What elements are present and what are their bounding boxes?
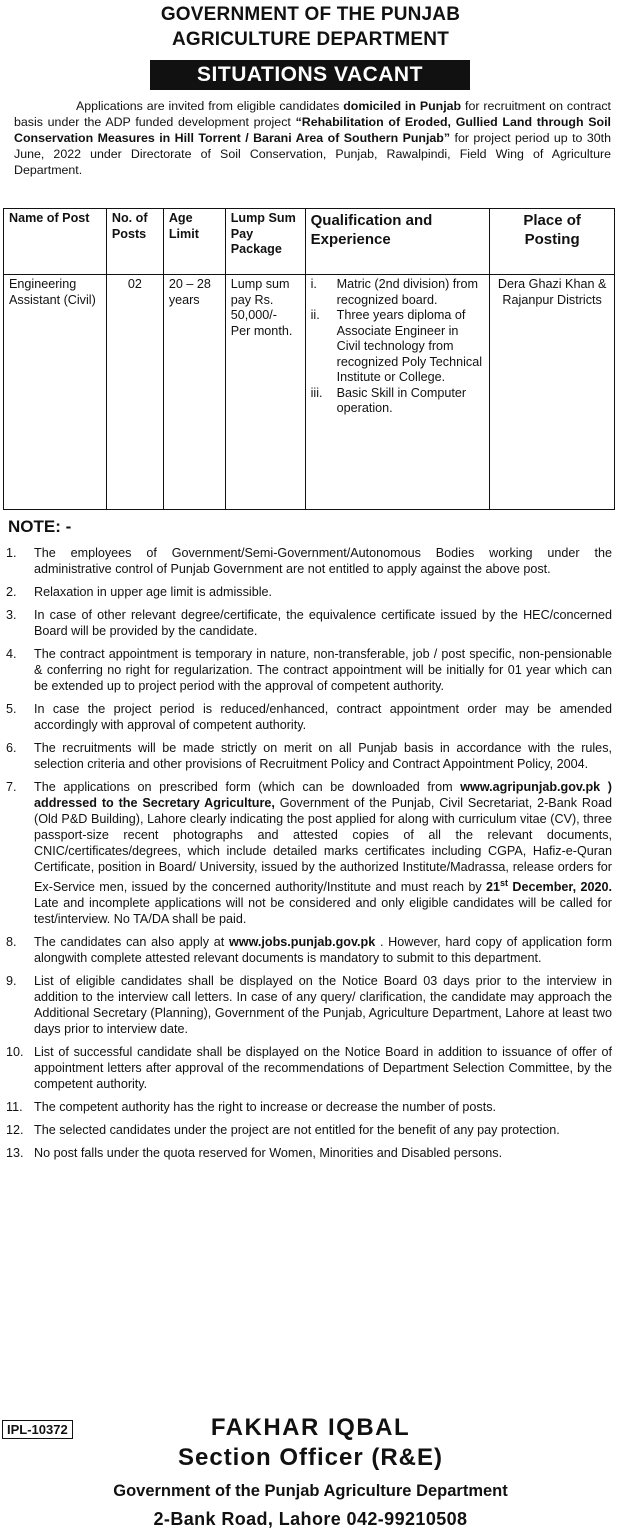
list-item: 9. List of eligible candidates shall be displayed on the Notice Board 03 days prior to the interview in addition to the interview call letters. In case of any query/ clarification, the candidate may approach the Additional Secretary (Planning), Government of the Punjab, Agriculture Department, Lahore at least two days prior to interview date. <box>6 974 612 1037</box>
list-item: 8. The candidates can also apply at www.jobs.punjab.gov.pk . However, hard copy of application form alongwith complete attested relevant documents is mandatory to submit to this department. <box>6 935 612 966</box>
cell-post-count: 02 <box>106 275 163 510</box>
intro-text-3: for project period up to 30th June, 2022 under Directorate of Soil Conservation, Punjab, Rawalpindi, Field Wing of Agriculture Department. <box>14 131 611 177</box>
cell-post-name: Engineering Assistant (Civil) <box>4 275 107 510</box>
note-8-text-a: The candidates can also apply at <box>34 935 229 950</box>
list-item: 3. In case of other relevant degree/certificate, the equivalence certificate issued by the HEC/concerned Board will be provided by the candidate. <box>6 608 612 638</box>
col-header-place-of-posting: Place of Posting <box>490 209 615 275</box>
signatory-department: Government of the Punjab Agriculture Department <box>113 1482 508 1500</box>
list-item: 11. The competent authority has the right to increase or decrease the number of posts. <box>6 1099 612 1115</box>
note-text: List of eligible candidates shall be displayed on the Notice Board 03 days prior to the interview in addition to the interview call letters. In case of any query/ clarification, the candidate may approach the Additional Secretary (Planning), Government of the Punjab, Agriculture Department, Lahore at least two days prior to interview date. <box>34 974 612 1037</box>
posts-table <box>3 208 615 510</box>
agripunjab-link[interactable]: www.agripunjab.gov.pk <box>460 780 601 794</box>
note-7-addressee: ) addressed to the Secretary Agriculture, <box>34 780 613 810</box>
qualification-number: iii. <box>310 385 323 400</box>
qualification-text: Matric (2nd division) from recognized board. <box>336 277 478 307</box>
jobs-punjab-link[interactable]: www.jobs.punjab.gov.pk <box>228 935 376 950</box>
signatory-name: FAKHAR IQBAL <box>210 1414 411 1441</box>
qualification-number: ii. <box>310 308 320 322</box>
qualification-number: i. <box>310 277 317 291</box>
note-text: In case of other relevant degree/certificate, the equivalence certificate issued by the HEC/concerned Board will be provided by the candidate. <box>34 608 612 638</box>
list-item: 1. The employees of Government/Semi-Government/Autonomous Bodies working under the administrative control of Punjab Government are not entitled to apply against the above post. <box>6 546 612 576</box>
cell-age-limit: 20 – 28 years <box>163 275 225 510</box>
note-text: No post falls under the quota reserved for Women, Minorities and Disabled persons. <box>34 1146 503 1161</box>
note-7-text-c: Government of the Punjab, Civil Secretariat, 2-Bank Road (Old P&D Building), Lahore clearly indicating the post applied for along with curriculum vitae (CV), three passport-size recent photographs and attested copies of all the relevant documents, CNIC/certificates/degrees, which include detailed marks certificates including CGPA, Hafiz-e-Quran Certificate, position in Board/ University, issued by the authorized Institute/Madrassa, release orders for Ex-Service men, issued by the concerned authority/Institute and must reach by <box>34 796 612 895</box>
list-item: 13. No post falls under the quota reserved for Women, Minorities and Disabled persons. <box>6 1145 612 1161</box>
note-7-text-d: Late and incomplete applications will not be considered and only eligible candidates will be called for test/interview. No TA/DA shall be paid. <box>34 896 612 927</box>
note-text <box>34 934 612 966</box>
signatory-title: Section Officer (R&E) <box>177 1444 444 1471</box>
qualification-text: Basic Skill in Computer operation. <box>336 385 467 415</box>
cell-pay-package: Lump sum pay Rs. 50,000/- Per month. <box>225 275 305 510</box>
qualification-list <box>311 277 485 417</box>
qualification-item <box>311 277 485 308</box>
list-item: 10. List of successful candidate shall be displayed on the Notice Board in addition to issuance of offer of appointment letters after approval of the recommendations of Department Selection Committee, by the competent authority. <box>6 1045 612 1092</box>
list-item: 2. Relaxation in upper age limit is admissible. <box>6 584 612 600</box>
note-text: Relaxation in upper age limit is admissible. <box>34 585 272 599</box>
intro-text-1: Applications are invited from eligible candidates <box>76 99 344 113</box>
note-title: NOTE: - <box>8 517 72 536</box>
header-department: AGRICULTURE DEPARTMENT <box>171 29 450 50</box>
list-item: 7. The applications on prescribed form (which can be downloaded from www.agripunjab.gov.pk ) addressed to the Secretary Agriculture, Government of the Punjab, Civil Secretariat, 2-Bank Road (Old P&D Building), Lahore clearly indicating the post applied for along with curriculum vitae (CV), three passport-size recent photographs and attested copies of all the relevant documents, CNIC/certificates/degrees, which include detailed marks certificates including CGPA, Hafiz-e-Quran Certificate, position in Board/ University, issued by the authorized Institute/Madrassa, release orders for Ex-Service men, issued by the concerned authority/Institute and must reach by 21st December, 2020. Late and incomplete applications will not be considered and only eligible candidates will be called for test/interview. No TA/DA shall be paid. <box>6 780 613 927</box>
note-text: List of successful candidate shall be displayed on the Notice Board in addition to issuance of offer of appointment letters after approval of the recommendations of Department Selection Committee, by the competent authority. <box>34 1045 612 1092</box>
note-text <box>34 779 612 927</box>
ipl-reference: IPL-10372 <box>2 1420 73 1439</box>
col-header-age-limit: Age Limit <box>163 209 225 275</box>
note-8-text-b: . However, hard copy of application form alongwith complete attested relevant documents is mandatory to submit to this department. <box>34 935 612 966</box>
col-header-no-of-posts: No. of Posts <box>106 209 163 275</box>
note-text: The contract appointment is temporary in nature, non-transferable, job / post specific, non-pensionable & conferring no right for regularization. The contract appointment will be initially for 01 year which can be extended up to project period with the approval of competent authority. <box>34 647 612 693</box>
list-item: 5. In case the project period is reduced/enhanced, contract appointment order may be amended accordingly with approval of competent authority. <box>6 702 612 732</box>
intro-domicile: domiciled in Punjab <box>343 99 462 113</box>
list-item: 6. The recruitments will be made strictly on merit on all Punjab basis in accordance with the rules, selection criteria and other provisions of Recruitment Policy and Contract Appointment Policy, 2004. <box>6 741 612 771</box>
qualification-item <box>311 308 485 386</box>
intro-text-2: for recruitment on contract basis under the ADP funded development project <box>14 99 611 129</box>
header-government: GOVERNMENT OF THE PUNJAB <box>160 4 461 25</box>
intro-project-name: “Rehabilitation of Eroded, Gullied Land through Soil Conservation Measures in Hill Torrent / Barani Area of Southern Punjab” <box>14 115 611 145</box>
situations-vacant-banner: SITUATIONS VACANT <box>150 60 470 90</box>
table-header-row <box>4 209 615 275</box>
table-row <box>4 275 615 510</box>
qualification-text: Three years diploma of Associate Engineer in Civil technology from recognized Poly Technical Institute or College. <box>336 308 483 384</box>
note-text: The recruitments will be made strictly on merit on all Punjab basis in accordance with the rules, selection criteria and other provisions of Recruitment Policy and Contract Appointment Policy, 2004. <box>34 741 612 771</box>
col-header-name-of-post: Name of Post <box>4 209 107 275</box>
intro-paragraph <box>14 98 611 178</box>
note-text: The employees of Government/Semi-Government/Autonomous Bodies working under the administrative control of Punjab Government are not entitled to apply against the above post. <box>34 546 612 576</box>
deadline-date: 21st December, 2020. <box>486 878 612 895</box>
note-text: In case the project period is reduced/enhanced, contract appointment order may be amended accordingly with approval of competent authority. <box>34 702 612 732</box>
list-item: 4. The contract appointment is temporary in nature, non-transferable, job / post specific, non-pensionable & conferring no right for regularization. The contract appointment will be initially for 01 year which can be extended up to project period with the approval of competent authority. <box>6 647 612 693</box>
list-item: 12. The selected candidates under the project are not entitled for the benefit of any pay protection. <box>6 1122 612 1138</box>
signatory-address: 2-Bank Road, Lahore 042-99210508 <box>153 1509 468 1529</box>
note-7-text-a: The applications on prescribed form (which can be downloaded from <box>34 780 461 794</box>
qualification-item <box>311 386 485 417</box>
col-header-pay-package: Lump Sum Pay Package <box>225 209 305 275</box>
note-text: The selected candidates under the project are not entitled for the benefit of any pay protection. <box>34 1123 560 1138</box>
cell-qualification <box>305 275 490 510</box>
notes-list <box>6 545 612 1168</box>
col-header-qualification: Qualification and Experience <box>305 209 490 275</box>
cell-place-of-posting: Dera Ghazi Khan & Rajanpur Districts <box>490 275 615 510</box>
note-text: The competent authority has the right to increase or decrease the number of posts. <box>34 1100 497 1115</box>
